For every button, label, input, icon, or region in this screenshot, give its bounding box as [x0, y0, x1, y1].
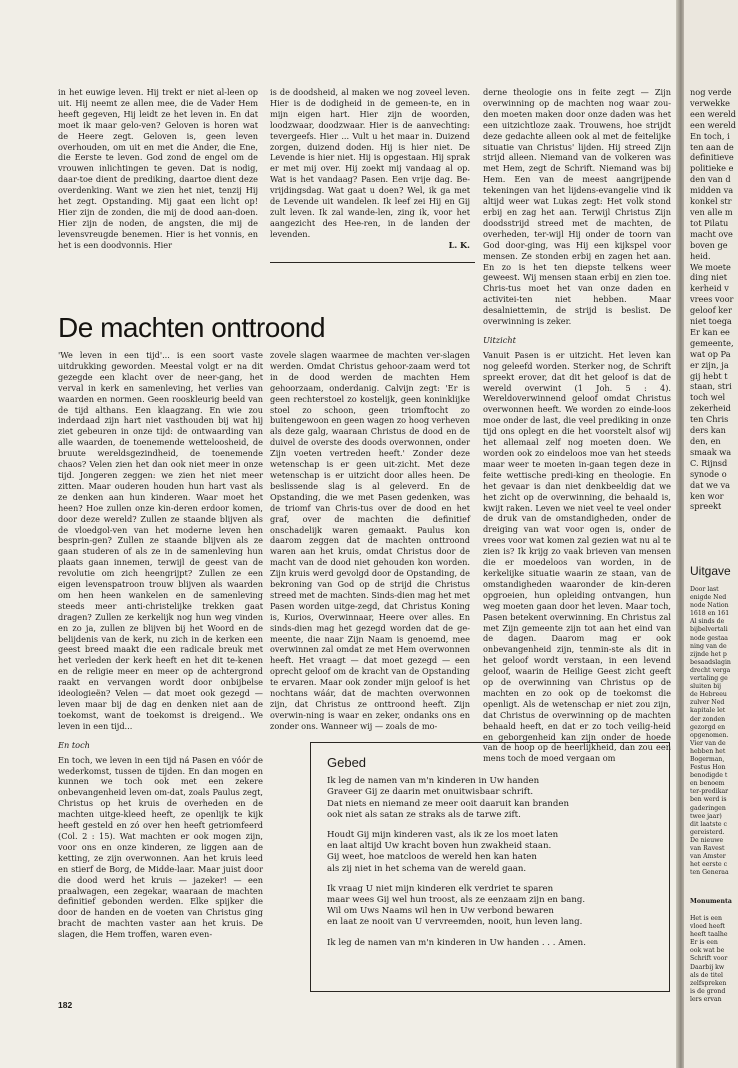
- subhead-uitzicht: Uitzicht: [483, 334, 516, 345]
- gebed-box: [310, 742, 670, 992]
- gebed-title: Gebed: [327, 755, 367, 770]
- right-page-small-text: Door last enigde Ned node Nation 1618 en 161 Al sinds de bijbelvertali node gestaa ning van de zijnde het p besaadslagin drecht verga vertaling ge sluiten bij de Hebreeu zulver Ned kapitale let der zonden gezorgd en opgenomen. Vier van de hebben het Bogerman, Festus Hon benodigde t en benoem ter-predikar ben werd is gaderingen twee jaar) dit laatste c gereisterd. De nieuwe van Ravest van Amster het eerste c ten Generaa: [690, 586, 731, 877]
- page-number: 182: [58, 1000, 73, 1010]
- top-column-2-text: is de doodsheid, al maken we nog zoveel leven. Hier is de dodigheid in de gemeen-te, en in mijn eigen hart. Hier zijn de woorden, loodzwaar, doodzwaar. Hier is de aanvechting: tevergeefs. Hier ... Vult u het maar in. Duizend zorgen, duizend doden. Hij is hier niet. De Levende is hier niet. Hij is opgestaan. Hij sprak er met mij over. Hij zoekt mij vandaag al op. Wat is het vandaag? Pasen. Een vrije dag. Be-vrijdingsdag. Wat gaat u doen? Wel, ik ga met de Levende uit wandelen. Ik leef zei Hij en Gij zult leven. Ik zal wande-len, zing ik, voor het aangezicht des Hee-ren, in de landen der levenden.: [270, 87, 470, 239]
- article-column-1-text-b: En toch, we leven in een tijd ná Pasen en vóór de wederkomst, tussen de tijden. En dan mogen en kunnen we toch ook met een zekere onbevangenheid leven om-dat, zoals Paulus zegt, Christus op het kruis de overheden en de machten uitge-kleed heeft, ze openlijk te kijk heeft gesteld en zó over hen heeft getriomfeerd (Col. 2 : 15). Wat machten er ook mogen zijn, voor ons en onze kinderen, ze liggen aan de ketting, ze zijn overwonnen. Aan het kruis leed en stierf de Borg, de Midde-laar. Maar juist door die dood werd het kruis — jazeker! — een praalwagen, een zegekar, waaraan de machten definitief gebonden werden. Elke spijker die door de handen en de voeten van Christus ging bracht de machten vaster aan het kruis. De slagen, die Hem troffen, waren even-: [58, 754, 263, 940]
- top-column-1-text: in het euwige leven. Hij trekt er niet al-leen op uit. Hij neemt ze allen mee, die de Vader Hem heeft gegeven, Hij leidt ze het leven in. En dat moet ik maar gelo-ven? Geloven is horen wat de Heere zegt. Geloven is, geen leven overhouden, om uit en met die Ander, die Ene, die Eerste te leven. God zond de engel om de vrouwen inlichtingen te geven. Dat is nodig, daar-toe dient de prediking, daartoe dient deze overdenking. Want we zien het niet, tenzij Hij het zegt. Opstanding. Mij gaat een licht op! Hier zijn de zonden, die mij de dood aan-doen. Hier zijn de noden, de angsten, die mij de levensvreugde benemen. Hier is het vonnis, en het is een doodvonnis. Hier: [58, 87, 258, 250]
- article-column-1: [58, 350, 263, 995]
- right-page-top-text: nog verde verwekke een wereld een wereld En toch, i ten aan de definitieve politieke e den van d midden va konkel str ven alle m tot Pilatu macht ove boven ge heid. We moete ding niet kerheid v vrees voor geloof ker niet toega Er kan ee gemeente, wat op Pa er zijn, ja gij hebt t staan, stri toch wel zekerheid ten Chris ders kan den, en smaak wa C. Rijnsd synode o dat we va ken wor spreekt: [690, 87, 737, 512]
- article-column-1-text-a: 'We leven in een tijd'... is een soort vaste uitdrukking geworden. Meestal volgt er na dit gezegde een klacht over de neer-gang, het verval in kerk en samenleving, het verlies van waarden en normen. Geen rooskleurig beeld van de tijd althans. Een klaagzang. En wie zou inderdaad zijn hart niet vasthouden bij wat hij ziet gebeuren in onze tijd: de ontwaarding van alle waarden, de toenemende wetteloosheid, de bruute wereldsgezindheid, de toenemende chaos? Velen zien het dan ook niet meer in onze tijd. Jongeren zeggen: we zien het niet meer zitten. Maar ouderen houden hun hart vast als ze denken aan hun kinderen. Waar moet het heen? Hoe zullen onze kin-deren erdoor komen, door deze wereld? Zullen ze staande blijven als de vloedgol-ven van het moderne leven hen besprin-gen? Zullen ze staande blijven als ze gaan studeren of als ze in de samenleving hun plaats gaan innemen, terwijl de geest van de revolutie om zich heengrijpt? Zullen ze een eigen levenspatroon trouw blijven als waarden om hen heen wankelen en de samenleving steeds meer anti-christelijke trekken gaat dragen? Zullen ze kerkelijk nog hun weg vinden en zo ja, zullen ze blijven bij het Woord en de belijdenis van de kerk, nu zich in de kerken een geest breed maakt die een radicale breuk met het verleden der kerk heeft en het dit te-kenen en de religie meer en meer op de achtergrond raakt en vervangen wordt door onbijbelse ideologieën? Velen — dat moet ook gezegd — leven maar bij de dag en denken niet aan de toekomst, want de toekomst is dreigend.. We leven in een tijd...: [58, 350, 263, 731]
- article-column-3-text-b: Vanuit Pasen is er uitzicht. Het leven kan nog geleefd worden. Sterker nog, de Schrift spreekt erover, dat dit het geloof is dat de wereld overwint (1 Joh. 5 : 4). Wereldoverwinnend geloof omdat Christus overwonnen heeft. We worden zo einde-loos moe onder de last, die veel prediking in onze tijd ons oplegt en die het voorstelt alsof wij het allemaal zelf nog moeten doen. We worden ook zo eindeloos moe van het steeds maar weer te moeten in-gaan tegen deze in feite wettische predi-king en theologie. En het gevaar is dan niet denkbeeldig dat we het zicht op de overwinning, die behaald is, kwijt raken. Leven we niet veel te veel onder de druk van de omstandigheden, onder de dreiging van wat voor ogen is, onder de vrees voor wat komen zal gezien wat nu al te zien is? Ik krijg zo vaak brieven van mensen die er moedeloos van worden, in de kerkelijke situatie waarin ze staan, van de omstandigheden waaronder de kin-deren opgroeien, hun opleiding ontvangen, hun weg moeten gaan door het leven. Maar toch, Pasen betekent overwinning. En Christus zal met Zijn gemeente zijn tot aan het eind van de dagen. Daarom mag er ook onbevangenheid zijn, tenmin-ste als dit in het geloof wordt verstaan, in een levend geloof, waarin de Heilige Geest zicht geeft op de overwinning van Christus op de machten en zo ook op de toekomst die openligt. Als de wetenschap er niet zou zijn, dat Christus de overwinning op de machten behaald heeft, en dat er zo toch veilig-heid en geborgenheid kan zijn onder de hoede van de hoop op de heerlijkheid, dan zou een mens toch de moed vergaan om: [483, 349, 671, 764]
- gebed-stanza-4: Ik leg de namen van m'n kinderen in Uw handen . . . Amen.: [327, 937, 586, 948]
- top-column-1: [58, 87, 258, 257]
- article-column-3: [483, 87, 671, 764]
- page-fold: [676, 0, 684, 1068]
- article-title: De machten onttroond: [58, 312, 326, 343]
- divider-top-section: [270, 262, 475, 263]
- article-column-2: [270, 350, 470, 740]
- article-column-3-text-a: derne theologie ons in feite zegt — Zijn overwinning op de machten nog waar zou-den moeten maken door onze daden was het een uitzichtloze zaak. Trouwens, hoe strijdt deze gedachte alleen ook al met de feitelijke situatie van Christus' lijden. Hij streed Zijn strijd alleen. Niemand van de volkeren was met Hem, zegt de Schrift. Niemand was bij Hem. Een van de meest aangrijpende tekeningen van het lijdens-evangelie vind ik altijd weer wat Lukas zegt: Het volk stond erbij en zag het aan. Terwijl Christus Zijn doodsstrijd streed met de machten, de overheden, ter-wijl Hij onder de toorn van God door-ging, was Hij een kijkspel voor mensen. Ze stonden erbij en zagen het aan. En zo is het ten diepste telkens weer geweest. Wij mensen staan erbij en zien toe. Chris-tus moet het van onze daden en activitei-ten niet hebben. Maar desalniettemin, de strijd is beslist. De overwinning is zeker.: [483, 87, 671, 327]
- right-page-subheading: Monumenta: [690, 898, 732, 905]
- subhead-en-toch: En toch: [58, 739, 90, 750]
- right-page-edge: [684, 0, 738, 1068]
- gebed-stanza-2: Houdt Gij mijn kinderen vast, als ik ze los moet laten en laat altijd Uw kracht boven hun zwakheid staan. Gij weet, hoe matcloos de wereld hen kan haten als zij niet in het schema van de wereld gaan.: [327, 830, 559, 874]
- gebed-stanza-3: Ik vraag U niet mijn kinderen elk verdriet te sparen maar wees Gij wel hun troost, als ze eenzaam zijn en bang. Wil om Uws Naams wil hen in Uw verbond bewaren en laat ze nooit van U vervreemden, nooit, hun leven lang.: [327, 883, 586, 928]
- author-signature: L. K.: [448, 239, 470, 250]
- gebed-stanza-1: Ik leg de namen van m'n kinderen in Uw handen Graveer Gij ze daarin met onuitwisbaar schrift. Dat niets en niemand ze meer ooit daaruit kan branden ook niet als satan ze straks als de tarwe zift.: [327, 776, 570, 820]
- article-column-2-text: zovele slagen waarmee de machten ver-slagen werden. Omdat Christus gehoor-zaam werd tot in de dood werden de machten Hem gehoorzaam, onderdanig. Calvijn zegt: 'Er is geen rechterstoel zo kostelijk, geen koninklijke stoel zo schoon, geen triomftocht zo buitengewoon en geen wagen zo hoog verheven als deze galg, waaraan Christus de dood en de duivel de overste des doods overwonnen, onder Zijn voeten vertreden heeft.' Zonder deze wetenschap is er geen uit-zicht. Met deze wetenschap is er uitzicht door alles heen. De beslissende slag is al geleverd. En de Opstanding, die we met Pasen gedenken, was de triomf van Chris-tus over de dood en het graf, over de machten die definitief onschadelijk waren gemaakt. Paulus kon daarom zeggen dat de machten onttroond waren aan het kruis, omdat Christus door de macht van de dood niet gehouden kon worden. Zijn kruis werd gevolgd door de Opstanding, de bekroning van God op de strijd die Christus streed met de machten. Sinds-dien mag het met Pasen worden uitge-zegd, dat Christus Koning is, Kurios, Overwinnaar, Heere over alles. En sinds-dien mag het gezegd worden dat de ge-meente, die naar Zijn Naam is genoemd, mee overwinnen zal omdat ze met Hem overwonnen heeft. Het vraagt — dat moet gezegd — een oprecht geloof om de kracht van de Opstanding te ervaren. Maar ook zonder mijn geloof is het nochtans wáár, dat de machten overwonnen zijn, dat Christus ze onttroond heeft. Zijn overwin-ning is waar en zeker, ondanks ons en zonder ons. Wanneer wij — zoals de mo-: [270, 350, 470, 731]
- right-page-heading: Uitgave: [690, 564, 731, 578]
- top-column-2: [270, 87, 470, 257]
- right-page-bottom-text: Het is een vloed heeft heeft taalhe Er is een ook wat be Schrift voor Daarbij kw als de titel zelfspreken is de grond lers ervan: [690, 915, 728, 1003]
